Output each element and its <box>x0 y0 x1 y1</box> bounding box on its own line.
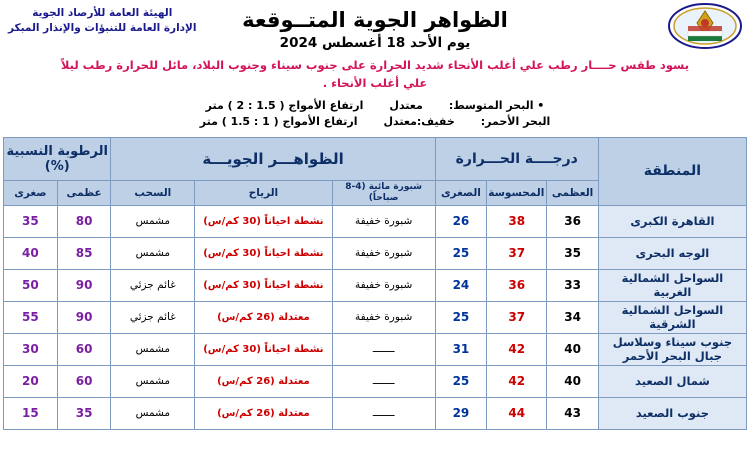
cell-region: شمال الصعيد <box>598 365 746 397</box>
red-sea-state: خفيف:معتدل <box>383 115 455 129</box>
col-header-humidity: الرطوبة النسبية (%) <box>4 137 111 180</box>
cell-fog: شبورة خفيفة <box>332 205 435 237</box>
cell-h-min: 55 <box>4 301 58 333</box>
cell-wind: نشطة احياناً (30 كم/س) <box>195 333 332 365</box>
page-title: الظواهر الجوية المتــوقعة <box>242 8 508 32</box>
cell-cloud: مشمس <box>111 397 195 429</box>
cell-wind: معتدلة (26 كم/س) <box>195 397 332 429</box>
cell-h-min: 50 <box>4 269 58 301</box>
cell-h-max: 90 <box>57 269 111 301</box>
mediterranean-waves: ارتفاع الأمواج ( 1.5 : 2 ) متر <box>205 98 364 112</box>
cell-t-max: 35 <box>547 237 599 269</box>
col-header-t-max: العظمى <box>547 180 599 205</box>
cell-region: جنوب الصعيد <box>598 397 746 429</box>
cell-region: القاهرة الكبرى <box>598 205 746 237</box>
cell-t-day: 42 <box>487 365 547 397</box>
cell-t-min: 25 <box>435 301 487 333</box>
cell-cloud: مشمس <box>111 333 195 365</box>
mediterranean-label: • البحر المتوسط: <box>448 98 545 112</box>
cell-region: جنوب سيناء وسلاسل جبال البحر الأحمر <box>598 333 746 365</box>
cell-fog: شبورة خفيفة <box>332 269 435 301</box>
cell-fog: ـــــــ <box>332 333 435 365</box>
cell-t-day: 37 <box>487 237 547 269</box>
cell-cloud: مشمس <box>111 237 195 269</box>
cell-t-min: 24 <box>435 269 487 301</box>
cell-h-max: 35 <box>57 397 111 429</box>
table-row <box>4 301 747 333</box>
red-sea-waves: ارتفاع الأمواج ( 1 : 1.5 ) متر <box>199 115 358 129</box>
cell-h-min: 35 <box>4 205 58 237</box>
cell-t-max: 40 <box>547 365 599 397</box>
col-header-fog: شبورة مائية (4-8 صباحاً) <box>332 180 435 205</box>
cell-h-max: 90 <box>57 301 111 333</box>
egypt-meteorological-authority-logo-icon <box>668 3 742 49</box>
col-header-cloud: السحب <box>111 180 195 205</box>
org-line-1: الهيئة العامة للأرصاد الجوية <box>32 7 173 19</box>
mediterranean-state: معتدل <box>389 98 423 112</box>
cell-wind: نشطة احياناً (30 كم/س) <box>195 237 332 269</box>
weather-summary <box>10 56 740 93</box>
table-row <box>4 333 747 365</box>
org-line-2: الإدارة العامة للتنبؤات والإنذار المبكر <box>8 22 197 35</box>
table-row <box>4 365 747 397</box>
cell-t-min: 31 <box>435 333 487 365</box>
table-row <box>4 237 747 269</box>
forecast-table <box>3 137 747 430</box>
cell-wind: نشطة احياناً (30 كم/س) <box>195 205 332 237</box>
col-header-wind: الرياح <box>195 180 332 205</box>
col-header-h-min: صغرى <box>4 180 58 205</box>
cell-t-day: 38 <box>487 205 547 237</box>
col-header-t-min: الصغرى <box>435 180 487 205</box>
cell-t-min: 25 <box>435 365 487 397</box>
cell-h-min: 30 <box>4 333 58 365</box>
cell-h-max: 60 <box>57 333 111 365</box>
cell-wind: معتدلة (26 كم/س) <box>195 365 332 397</box>
table-row <box>4 269 747 301</box>
cell-fog: ـــــــ <box>332 365 435 397</box>
col-header-region: المنطقة <box>598 137 746 205</box>
summary-line-2: علي أغلب الأنحاء . <box>322 76 428 91</box>
col-header-phenomena: الظواهـــر الجويـــة <box>111 137 435 180</box>
cell-t-max: 43 <box>547 397 599 429</box>
col-header-temperature: درجــــة الحـــرارة <box>435 137 598 180</box>
cell-h-max: 85 <box>57 237 111 269</box>
cell-region: السواحل الشمالية الشرقية <box>598 301 746 333</box>
red-sea-row <box>0 114 750 131</box>
cell-cloud: مشمس <box>111 365 195 397</box>
cell-h-min: 40 <box>4 237 58 269</box>
cell-h-max: 60 <box>57 365 111 397</box>
cell-t-max: 33 <box>547 269 599 301</box>
cell-t-max: 40 <box>547 333 599 365</box>
organization-name <box>8 6 196 36</box>
cell-h-min: 20 <box>4 365 58 397</box>
red-sea-label: البحر الأحمر: <box>480 115 551 129</box>
mediterranean-sea-row <box>0 98 750 115</box>
cell-fog: شبورة خفيفة <box>332 237 435 269</box>
cell-t-min: 26 <box>435 205 487 237</box>
summary-line-1: يسود طقس حــــار رطب علي أغلب الأنحاء شديد الحرارة على جنوب سيناء وجنوب البلاد، مائل للحرارة رطب ليلاً <box>60 58 690 72</box>
cell-fog: ـــــــ <box>332 397 435 429</box>
cell-cloud: مشمس <box>111 205 195 237</box>
sea-conditions <box>0 98 750 131</box>
cell-t-max: 34 <box>547 301 599 333</box>
cell-h-min: 15 <box>4 397 58 429</box>
cell-cloud: غائم جزئي <box>111 269 195 301</box>
cell-fog: شبورة خفيفة <box>332 301 435 333</box>
cell-t-min: 29 <box>435 397 487 429</box>
table-row <box>4 205 747 237</box>
cell-t-day: 42 <box>487 333 547 365</box>
cell-cloud: غائم جزئي <box>111 301 195 333</box>
cell-h-max: 80 <box>57 205 111 237</box>
col-header-t-day: المحسوسة <box>487 180 547 205</box>
cell-region: الوجه البحرى <box>598 237 746 269</box>
cell-region: السواحل الشمالية الغربية <box>598 269 746 301</box>
cell-t-day: 37 <box>487 301 547 333</box>
cell-t-day: 44 <box>487 397 547 429</box>
table-header-row-1 <box>4 137 747 180</box>
page-header <box>0 0 750 52</box>
cell-t-day: 36 <box>487 269 547 301</box>
table-row <box>4 397 747 429</box>
forecast-table-body <box>4 205 747 429</box>
cell-wind: معتدلة (26 كم/س) <box>195 301 332 333</box>
bulletin-date: يوم الأحد 18 أغسطس 2024 <box>279 35 471 51</box>
col-header-h-max: عظمى <box>57 180 111 205</box>
cell-t-max: 36 <box>547 205 599 237</box>
cell-wind: نشطة احياناً (30 كم/س) <box>195 269 332 301</box>
cell-t-min: 25 <box>435 237 487 269</box>
